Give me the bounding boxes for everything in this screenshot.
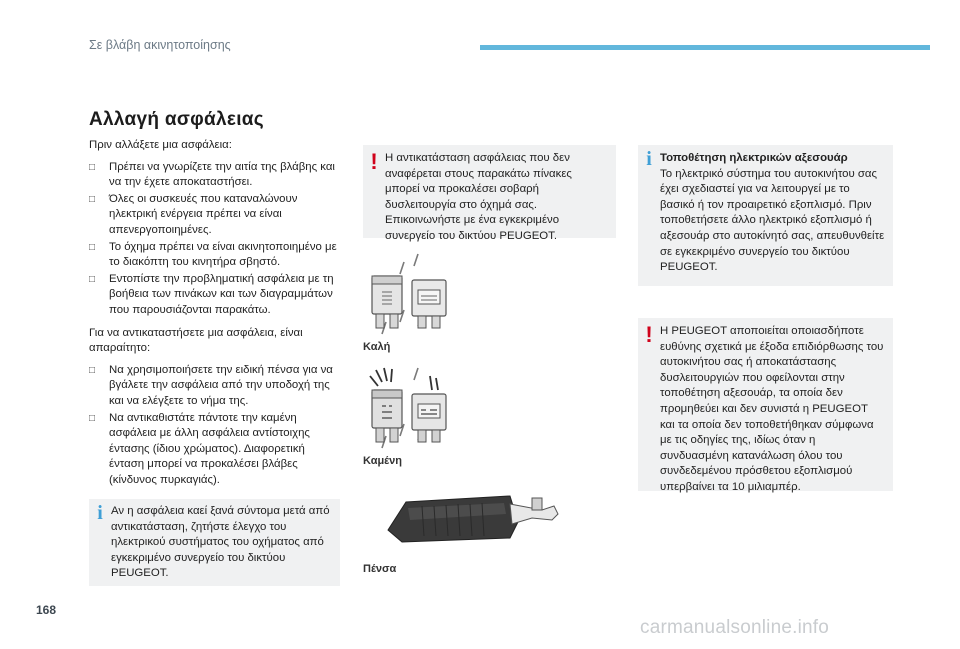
- checkbox-bullet-icon: □: [89, 364, 96, 376]
- list-item: □ Το όχημα πρέπει να είναι ακινητοποιημένο με το διακόπτη του κινητήρα σβηστό.: [89, 240, 337, 269]
- header-accent-bar: [480, 45, 930, 50]
- checkbox-bullet-icon: □: [89, 241, 96, 253]
- info-box-repeat-blow: i Αν η ασφάλεια καεί ξανά σύντομα μετά από αντικατάσταση, ζητήστε έλεγχο του ηλεκτρικού συστήματος του οχήματος από εγκεκριμένο συνεργείο του δικτύου PEUGEOT.: [89, 499, 340, 586]
- fuse-good-left: [372, 276, 402, 328]
- fuse-pliers-illustration: [382, 484, 562, 548]
- info-icon: i: [646, 148, 652, 170]
- list-item: □ Πρέπει να γνωρίζετε την αιτία της βλάβης και να την έχετε αποκαταστήσει.: [89, 160, 335, 189]
- checkbox-bullet-icon: □: [89, 412, 96, 424]
- warning-icon: !: [645, 322, 653, 347]
- blown-fuse-illustration: [360, 366, 470, 452]
- fuse-blown-left: [372, 390, 402, 442]
- list-item: □ Όλες οι συσκευές που καταναλώνουν ηλεκτρική ενέργεια πρέπει να είναι απενεργοποιημένες.: [89, 192, 298, 236]
- checkbox-bullet-icon: □: [89, 193, 96, 205]
- checkbox-bullet-icon: □: [89, 273, 96, 285]
- page-title: Αλλαγή ασφάλειας: [89, 109, 264, 130]
- page-number: 168: [36, 603, 57, 617]
- list-item: □ Εντοπίστε την προβληματική ασφάλεια με τη βοήθεια των πινάκων και των διαγραμμάτων που παρουσιάζονται παρακάτω.: [89, 272, 334, 316]
- warning-box-liability: ! Η PEUGEOT αποποιείται οποιασδήποτε ευθύνης σχετικά με έξοδα επιδιόρθωσης του αυτοκινήτου σας ή αποκατάστασης δυσλειτουργιών που οφείλονται στην τοποθέτηση αξεσουάρ, τα οποία δεν προμηθεύει και δεν συνιστά η PEUGEOT και τα οποία δεν τοποθετήθηκαν σύμφωνα με τις οδηγίες της, ιδίως όταν η συνδυασμένη κατανάλωση όλου του συνδεδεμένου πρόσθετου εξοπλισμού υπερβαίνει τα 10 μιλιαμπέρ.: [638, 318, 893, 491]
- main-text-column: [89, 138, 341, 495]
- section-header-title: Σε βλάβη ακινητοποίησης: [89, 38, 231, 52]
- intro-paragraph: Πριν αλλάξετε μια ασφάλεια:: [89, 139, 232, 151]
- fuse-good-right: [412, 280, 446, 328]
- list-item: □ Να χρησιμοποιήσετε την ειδική πένσα για να βγάλετε την ασφάλεια από την υποδοχή της και να ελέγξετε το νήμα της.: [89, 363, 333, 407]
- fuse-blown-right: [412, 394, 446, 442]
- bullet-list-prerequisites: [89, 160, 341, 319]
- caption-good: Καλή: [363, 341, 391, 353]
- intro-paragraph-replace: Για να αντικαταστήσετε μια ασφάλεια, είναι απαραίτητο:: [89, 326, 303, 355]
- checkbox-bullet-icon: □: [89, 161, 96, 173]
- warning-icon: !: [370, 149, 378, 174]
- list-item: □ Να αντικαθιστάτε πάντοτε την καμένη ασφάλεια με άλλη ασφάλεια αντίστοιχης έντασης (ίδιου χρώματος). Διαφορετική ένταση μπορεί να προκαλέσει βλάβες (κίνδυνος πυρκαγιάς).: [89, 411, 310, 486]
- watermark: carmanualsonline.info: [640, 617, 830, 638]
- good-fuse-illustration: [360, 252, 470, 338]
- caption-pliers: Πένσα: [363, 563, 397, 575]
- bullet-list-replacement: [89, 363, 341, 489]
- warning-box-unlisted-fuse: ! Η αντικατάσταση ασφάλειας που δεν αναφέρεται στους παρακάτω πίνακες μπορεί να προκαλέσει σοβαρή δυσλειτουργία στο όχημά σας. Επικοινωνήστε με ένα εγκεκριμένο συνεργείο του δικτύου PEUGEOT.: [363, 145, 616, 238]
- info-box-accessories: i Τοποθέτηση ηλεκτρικών αξεσουάρ Το ηλεκτρικό σύστημα του αυτοκινήτου σας έχει σχεδιαστεί για να λειτουργεί με το βασικό ή τον προαιρετικό εξοπλισμό. Πριν τοποθετήσετε άλλο ηλεκτρικό εξοπλισμό ή αξεσουάρ στο αυτοκίνητό σας, απευθυνθείτε σε εγκεκριμένο συνεργείο του δικτύου PEUGEOT.: [638, 145, 893, 286]
- info-icon: i: [97, 502, 103, 524]
- spark-lines: [370, 368, 392, 386]
- caption-blown: Καμένη: [363, 455, 402, 467]
